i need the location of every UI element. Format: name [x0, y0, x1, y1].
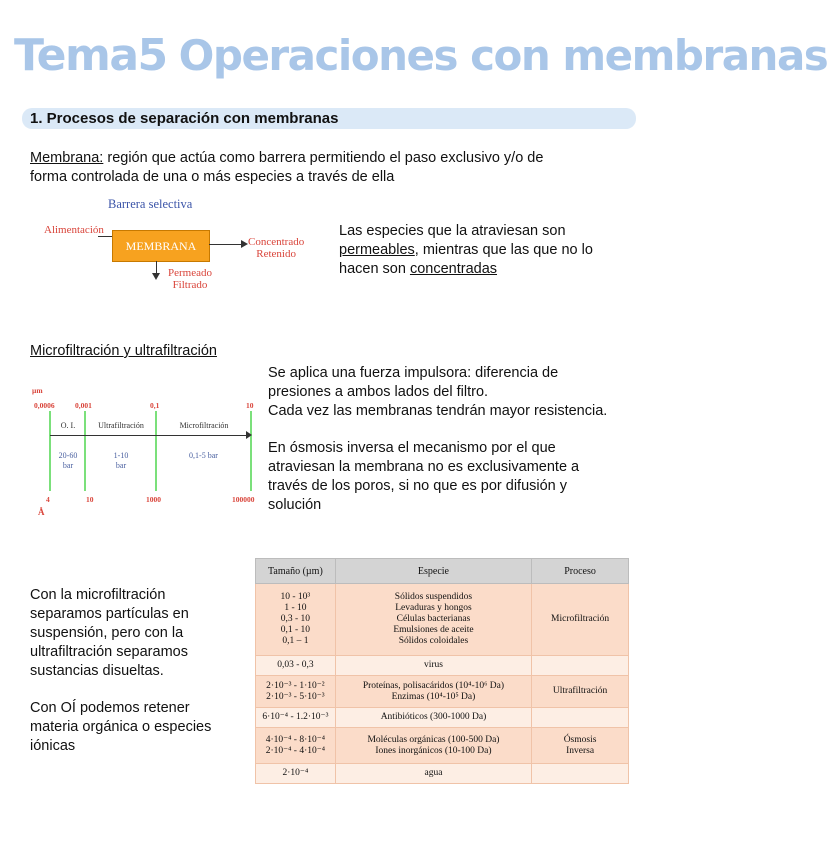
left-text-p2	[30, 699, 250, 756]
cell-size	[256, 764, 336, 784]
header-species: Especie	[335, 559, 531, 584]
micro-heading: Microfiltración y ultrafiltración	[30, 343, 217, 359]
cell-line: 0,3 - 10	[280, 614, 311, 624]
cell-size	[256, 656, 336, 676]
cell-line: 0,03 - 0,3	[277, 660, 314, 670]
cell-line: Emulsiones de aceite	[393, 625, 474, 635]
membrana-definition	[30, 149, 630, 187]
cell-size	[256, 584, 336, 656]
table-row	[256, 728, 629, 764]
cell-line: Moléculas orgánicas (100-500 Da)	[367, 734, 500, 745]
cell-line: Proteínas, polisacáridos (10⁴-10⁶ Da)	[362, 680, 505, 691]
cell-process	[532, 676, 629, 708]
scale-bottom-0: 4	[46, 495, 50, 504]
osmosis-l4: solución	[268, 497, 322, 513]
cell-line: 6·10⁻⁴ - 1.2·10⁻³	[262, 712, 329, 722]
osmosis-l3: través de los poros, si no que es por difusión y	[268, 478, 568, 494]
cell-species	[335, 708, 531, 728]
cell-line: Antibióticos (300-1000 Da)	[380, 712, 487, 722]
p1-l4: ultrafiltración separamos	[30, 644, 188, 660]
range-uf: Ultrafiltración	[98, 421, 144, 430]
concentrado-arrowhead	[241, 240, 248, 248]
alimentacion-label: Alimentación	[44, 224, 104, 236]
header-size: Tamaño (µm)	[256, 559, 336, 584]
p1-l1: Con la microfiltración	[30, 587, 166, 603]
cell-line: Sólidos suspendidos	[394, 592, 473, 602]
cell-line: 0,1 – 1	[282, 636, 309, 646]
concentrado-text: Concentrado	[248, 236, 305, 248]
cell-line: Ósmosis	[563, 734, 597, 745]
p2-l3: iónicas	[30, 738, 76, 754]
cell-line: Levaduras y hongos	[395, 603, 472, 613]
cell-size	[256, 728, 336, 764]
scale-arrow-line	[50, 435, 248, 436]
cell-line: 1 - 10	[284, 603, 307, 613]
especies-l3: hacen son	[339, 261, 410, 277]
cell-species	[335, 728, 531, 764]
left-text-p1	[30, 586, 250, 681]
cell-size	[256, 708, 336, 728]
membrana-box: MEMBRANA	[112, 230, 210, 262]
cell-line: 2·10⁻³ - 1·10⁻²	[266, 680, 325, 691]
membrana-term: Membrana:	[30, 150, 104, 166]
permeado-arrowhead	[152, 273, 160, 280]
table-row	[256, 656, 629, 676]
page-title	[14, 30, 827, 81]
filtrado-text: Filtrado	[172, 279, 208, 291]
membrana-def-1: región que actúa como barrera permitiendo el paso exclusivo y/o de	[103, 150, 544, 166]
concentradas-term: concentradas	[409, 261, 498, 277]
fuerza-l1: Se aplica una fuerza impulsora: diferencia de	[268, 365, 559, 381]
permeado-label	[168, 267, 212, 291]
cell-line: 2·10⁻⁴	[282, 768, 309, 778]
cell-line: Iones inorgánicos (10-100 Da)	[375, 745, 492, 756]
table-row	[256, 708, 629, 728]
pressure-mf: 0,1-5 bar	[189, 451, 218, 460]
table-header-row	[256, 559, 629, 584]
pressure-uf	[86, 451, 156, 471]
permeado-text: Permeado	[168, 267, 212, 279]
table-row	[256, 676, 629, 708]
osmosis-text	[268, 439, 648, 515]
scale-bottom-1: 10	[86, 495, 94, 504]
p2-l1: Con OÍ podemos retener	[30, 700, 190, 716]
cell-line: 10 - 10³	[280, 592, 311, 602]
scale-top-2: 0,1	[150, 401, 160, 410]
scale-unit-top: µm	[32, 386, 43, 395]
cell-size	[256, 676, 336, 708]
cell-process	[532, 656, 629, 676]
osmosis-l1: En ósmosis inversa el mecanismo por el que	[268, 440, 556, 456]
scale-line-3	[250, 411, 252, 491]
p1-l5: sustancias disueltas.	[30, 663, 164, 679]
fuerza-l3: Cada vez las membranas tendrán mayor resistencia.	[268, 403, 608, 419]
cell-species	[335, 584, 531, 656]
pressure-uf-2: bar	[115, 461, 127, 470]
size-table	[255, 558, 629, 784]
especies-text	[339, 222, 639, 279]
scale-bottom-2: 1000	[146, 495, 161, 504]
cell-line: Inversa	[566, 745, 595, 756]
permeables-term: permeables	[339, 242, 415, 258]
pressure-oi-1: 20-60	[58, 451, 78, 460]
scale-top-1: 0,001	[75, 401, 92, 410]
range-oi: O. I.	[60, 421, 76, 430]
table-row	[256, 584, 629, 656]
p2-l2: materia orgánica o especies	[30, 719, 212, 735]
retenido-text: Retenido	[256, 248, 296, 260]
cell-species	[335, 676, 531, 708]
scale-top-3: 10	[246, 401, 254, 410]
fuerza-l2: presiones a ambos lados del filtro.	[268, 384, 489, 400]
cell-line: agua	[424, 768, 443, 778]
title-text: Operaciones con membranas	[178, 31, 827, 80]
membrana-def-2: forma controlada de una o más especies a través de ella	[30, 169, 395, 185]
barrera-label: Barrera selectiva	[108, 197, 193, 211]
scale-top-0: 0,0006	[34, 401, 55, 410]
cell-line: Células bacterianas	[396, 614, 471, 624]
concentrado-arrow	[209, 244, 245, 245]
cell-line: Enzimas (10⁴-10⁵ Da)	[391, 691, 476, 702]
cell-line: Ultrafiltración	[552, 686, 608, 696]
especies-l2: , mientras que las que no lo	[414, 242, 593, 258]
cell-line: 0,1 - 10	[280, 625, 311, 635]
pressure-oi	[51, 451, 85, 471]
header-process: Proceso	[532, 559, 629, 584]
scale-bottom-3: 100000	[232, 495, 255, 504]
p1-l3: suspensión, pero con la	[30, 625, 184, 641]
cell-species	[335, 764, 531, 784]
cell-line: Sólidos coloidales	[398, 636, 469, 646]
pressure-oi-2: bar	[62, 461, 74, 470]
cell-line: 2·10⁻³ - 5·10⁻³	[266, 691, 325, 702]
cell-process	[532, 584, 629, 656]
cell-line: 4·10⁻⁴ - 8·10⁻⁴	[265, 734, 326, 745]
especies-l1: Las especies que la atraviesan son	[339, 223, 566, 239]
cell-line: virus	[423, 660, 443, 670]
scale-unit-bottom: Å	[38, 507, 45, 517]
alimentacion-arrow	[98, 236, 112, 237]
section-title: 1. Procesos de separación con membranas	[30, 110, 339, 127]
pressure-uf-1: 1-10	[113, 451, 129, 460]
cell-process	[532, 728, 629, 764]
fuerza-text	[268, 364, 648, 421]
tema-label: Tema5	[14, 30, 167, 81]
scale-arrowhead	[246, 431, 252, 439]
cell-line: Microfiltración	[551, 614, 610, 624]
cell-line: 2·10⁻⁴ - 4·10⁻⁴	[265, 745, 326, 756]
p1-l2: separamos partículas en	[30, 606, 189, 622]
concentrado-label	[248, 236, 304, 260]
cell-process	[532, 708, 629, 728]
cell-process	[532, 764, 629, 784]
table-row	[256, 764, 629, 784]
osmosis-l2: atraviesan la membrana no es exclusivamente a	[268, 459, 580, 475]
range-mf: Microfiltración	[179, 421, 229, 430]
cell-species	[335, 656, 531, 676]
